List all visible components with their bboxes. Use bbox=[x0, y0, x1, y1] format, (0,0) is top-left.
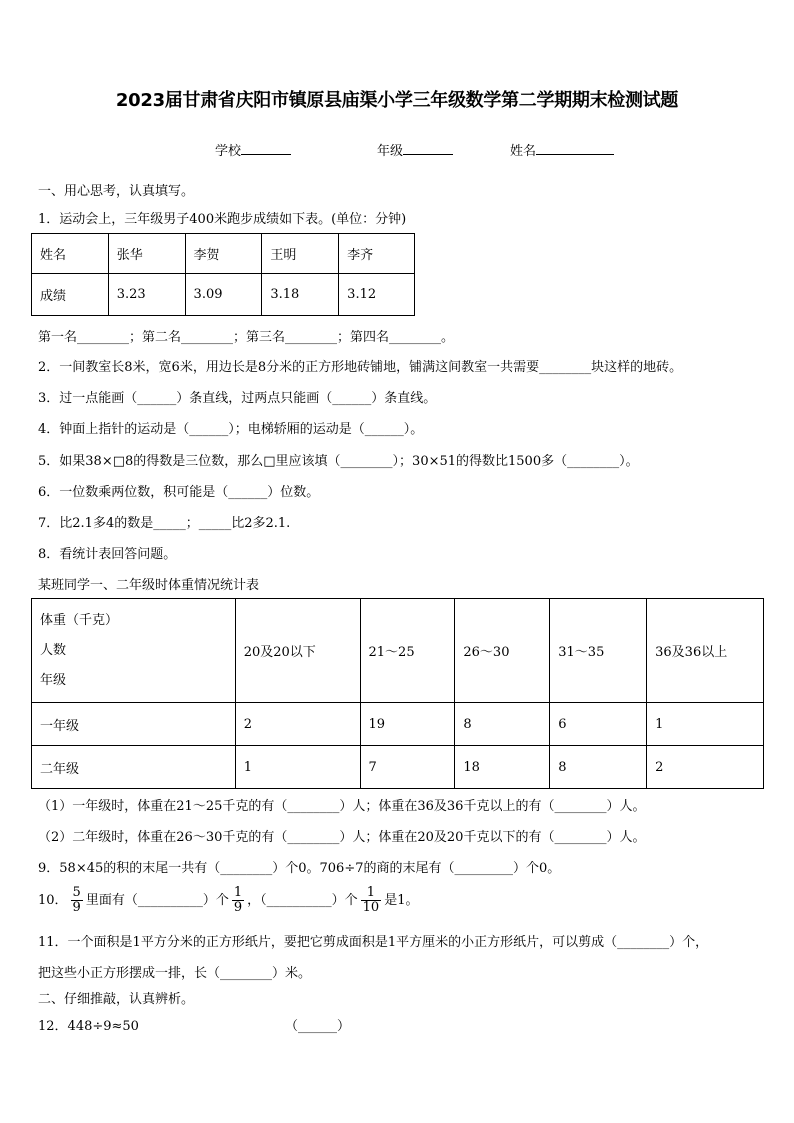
q8-text: 8．看统计表回答问题。 bbox=[38, 547, 177, 562]
numerator: 1 bbox=[361, 886, 382, 901]
name-field[interactable] bbox=[510, 140, 614, 159]
column-header: 26～30 bbox=[455, 599, 550, 703]
denominator: 9 bbox=[233, 900, 243, 915]
q4[interactable]: 4．钟面上指针的运动是（______）；电梯轿厢的运动是（______）。 bbox=[38, 422, 424, 437]
table-cell: 2 bbox=[235, 703, 360, 746]
denominator: 9 bbox=[72, 900, 81, 915]
column-header: 21～25 bbox=[360, 599, 455, 703]
q8-sub1[interactable]: （1）一年级时，体重在21～25千克的有（________）人；体重在36及36千克以上的有（________）人。 bbox=[38, 799, 646, 814]
q12-text: 12．448÷9≈50 bbox=[38, 1019, 139, 1034]
q12-blank[interactable]: （______） bbox=[285, 1019, 351, 1034]
q10-text2[interactable]: ，（__________）个 bbox=[247, 893, 358, 908]
q1-text: 1．运动会上，三年级男子400米跑步成绩如下表。(单位：分钟) bbox=[38, 212, 407, 227]
q5[interactable]: 5．如果38×□8的得数是三位数，那么□里应该填（________）；30×51的得数比1500多（________）。 bbox=[38, 454, 639, 469]
q9[interactable]: 9．58×45的积的末尾一共有（________）个0。706÷7的商的末尾有（_________）个0。 bbox=[38, 861, 561, 876]
q2[interactable]: 2．一间教室长8米，宽6米，用边长是8分米的正方形地砖铺地，铺满这间教室一共需要________块这样的地砖。 bbox=[38, 360, 683, 375]
q11-line2[interactable]: 把这些小正方形摆成一排，长（________）米。 bbox=[38, 966, 312, 981]
table-cell: 1 bbox=[647, 703, 764, 746]
diagonal-header-cell bbox=[32, 599, 236, 703]
table-cell: 3.12 bbox=[339, 274, 415, 316]
q6[interactable]: 6．一位数乘两位数，积可能是（______）位数。 bbox=[38, 485, 320, 500]
q8-table-title: 某班同学一、二年级时体重情况统计表 bbox=[38, 578, 260, 593]
row-label: 二年级 bbox=[32, 746, 236, 789]
header-line: 体重（千克） bbox=[40, 612, 119, 628]
q10[interactable] bbox=[38, 882, 418, 920]
table-row bbox=[32, 746, 764, 789]
school-field[interactable] bbox=[215, 140, 291, 159]
q10-prefix: 10． bbox=[38, 893, 68, 908]
row-label: 一年级 bbox=[32, 703, 236, 746]
numerator: 5 bbox=[72, 885, 81, 900]
table-cell: 2 bbox=[647, 746, 764, 789]
q8-header-row bbox=[32, 599, 764, 703]
name-blank[interactable] bbox=[536, 142, 614, 155]
q1-answer[interactable]: 第一名________；第二名________；第三名________；第四名________。 bbox=[38, 330, 455, 345]
q3[interactable]: 3．过一点能画（______）条直线，过两点只能画（______）条直线。 bbox=[38, 391, 437, 406]
table-cell: 3.23 bbox=[108, 274, 185, 316]
q8-sub2[interactable]: （2）二年级时，体重在26～30千克的有（________）人；体重在20及20千克以下的有（________）人。 bbox=[38, 830, 646, 845]
table-row bbox=[32, 703, 764, 746]
q7[interactable]: 7．比2.1多4的数是_____；_____比2多2.1. bbox=[38, 516, 291, 531]
table-cell: 18 bbox=[455, 746, 550, 789]
fraction bbox=[71, 886, 83, 915]
page-title: 2023届甘肃省庆阳市镇原县庙渠小学三年级数学第二学期期末检测试题 bbox=[115, 90, 679, 111]
column-header: 31～35 bbox=[550, 599, 647, 703]
table-cell: 姓名 bbox=[32, 234, 109, 274]
column-header: 20及20以下 bbox=[235, 599, 360, 703]
q10-text3: 是1。 bbox=[384, 893, 419, 908]
header-line: 年级 bbox=[40, 672, 67, 688]
name-label: 姓名 bbox=[510, 144, 537, 159]
section1-heading: 一、用心思考，认真填写。 bbox=[38, 184, 195, 199]
section2-heading: 二、仔细推敲，认真辨析。 bbox=[38, 992, 195, 1007]
q1-name-row bbox=[32, 234, 415, 274]
school-label: 学校 bbox=[215, 144, 242, 159]
q11-line1[interactable]: 11．一个面积是1平方分米的正方形纸片，要把它剪成面积是1平方厘米的小正方形纸片，可以剪成（________）个， bbox=[38, 935, 709, 950]
table-cell: 3.18 bbox=[262, 274, 339, 316]
table-cell: 7 bbox=[360, 746, 455, 789]
column-header: 36及36以上 bbox=[647, 599, 764, 703]
table-cell: 张华 bbox=[108, 234, 185, 274]
table-cell: 8 bbox=[550, 746, 647, 789]
grade-blank[interactable] bbox=[403, 142, 453, 155]
table-cell: 3.09 bbox=[185, 274, 262, 316]
grade-label: 年级 bbox=[377, 144, 404, 159]
school-blank[interactable] bbox=[241, 142, 291, 155]
q1-results-table bbox=[31, 233, 415, 316]
grade-field[interactable] bbox=[377, 140, 453, 159]
table-cell: 8 bbox=[455, 703, 550, 746]
fraction bbox=[232, 886, 244, 915]
numerator: 1 bbox=[233, 885, 243, 900]
table-cell: 李贺 bbox=[185, 234, 262, 274]
q8-weight-table bbox=[31, 598, 764, 789]
q1-score-row bbox=[32, 274, 415, 316]
table-cell: 王明 bbox=[262, 234, 339, 274]
table-cell: 19 bbox=[360, 703, 455, 746]
q10-text1[interactable]: 里面有（__________）个 bbox=[85, 893, 229, 908]
table-cell: 1 bbox=[235, 746, 360, 789]
table-cell: 6 bbox=[550, 703, 647, 746]
header-line: 人数 bbox=[40, 642, 67, 658]
table-cell: 李齐 bbox=[339, 234, 415, 274]
denominator: 10 bbox=[362, 900, 380, 915]
fraction bbox=[361, 886, 382, 915]
table-cell: 成绩 bbox=[32, 274, 109, 316]
